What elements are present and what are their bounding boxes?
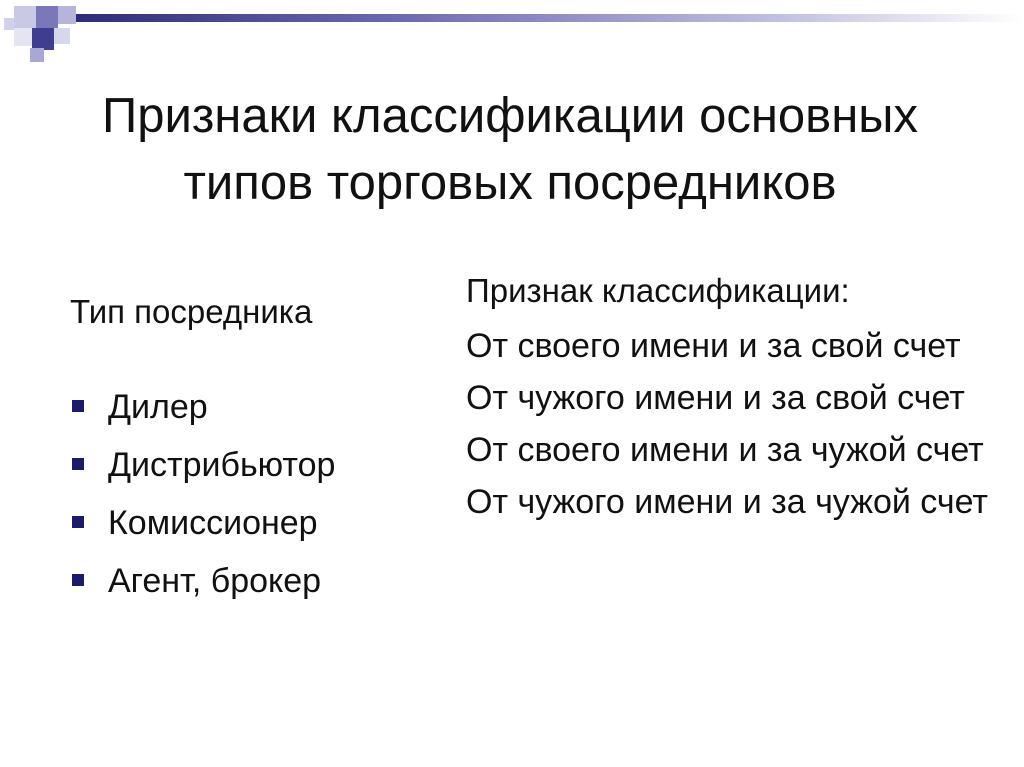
decor-square <box>14 28 32 46</box>
left-column-heading: Тип посредника <box>70 293 313 330</box>
criterion-item: От чужого имени и за чужой счет <box>466 483 988 521</box>
decor-square <box>30 48 44 62</box>
decor-square <box>32 28 54 50</box>
criterion-item: От своего имени и за свой счет <box>466 327 961 365</box>
right-column <box>466 270 1006 532</box>
list-item-label: Дилер <box>108 388 208 426</box>
square-bullet-icon <box>72 574 84 586</box>
list-item <box>70 446 440 504</box>
list-item <box>70 388 440 446</box>
list-item-label: Комиссионер <box>108 504 318 542</box>
slide-title: Признаки классификации основных типов торговых посредников <box>102 88 918 210</box>
decor-square <box>36 6 58 28</box>
decor-square <box>14 6 36 28</box>
classification-criteria-list <box>466 324 1006 524</box>
decor-square <box>58 6 76 24</box>
intermediary-type-list <box>70 388 440 620</box>
criterion-item: От своего имени и за чужой счет <box>466 431 984 469</box>
left-column <box>70 292 440 620</box>
list-item-label: Дистрибьютор <box>108 446 336 484</box>
square-bullet-icon <box>72 400 84 412</box>
list-item <box>70 504 440 562</box>
right-column-heading: Признак классификации: <box>466 272 850 309</box>
square-bullet-icon <box>72 458 84 470</box>
square-bullet-icon <box>72 516 84 528</box>
top-gradient-bar <box>76 14 1024 22</box>
decor-square <box>54 28 70 44</box>
list-item <box>70 562 440 620</box>
criterion-item: От чужого имени и за свой счет <box>466 379 965 417</box>
list-item-label: Агент, брокер <box>108 562 322 600</box>
